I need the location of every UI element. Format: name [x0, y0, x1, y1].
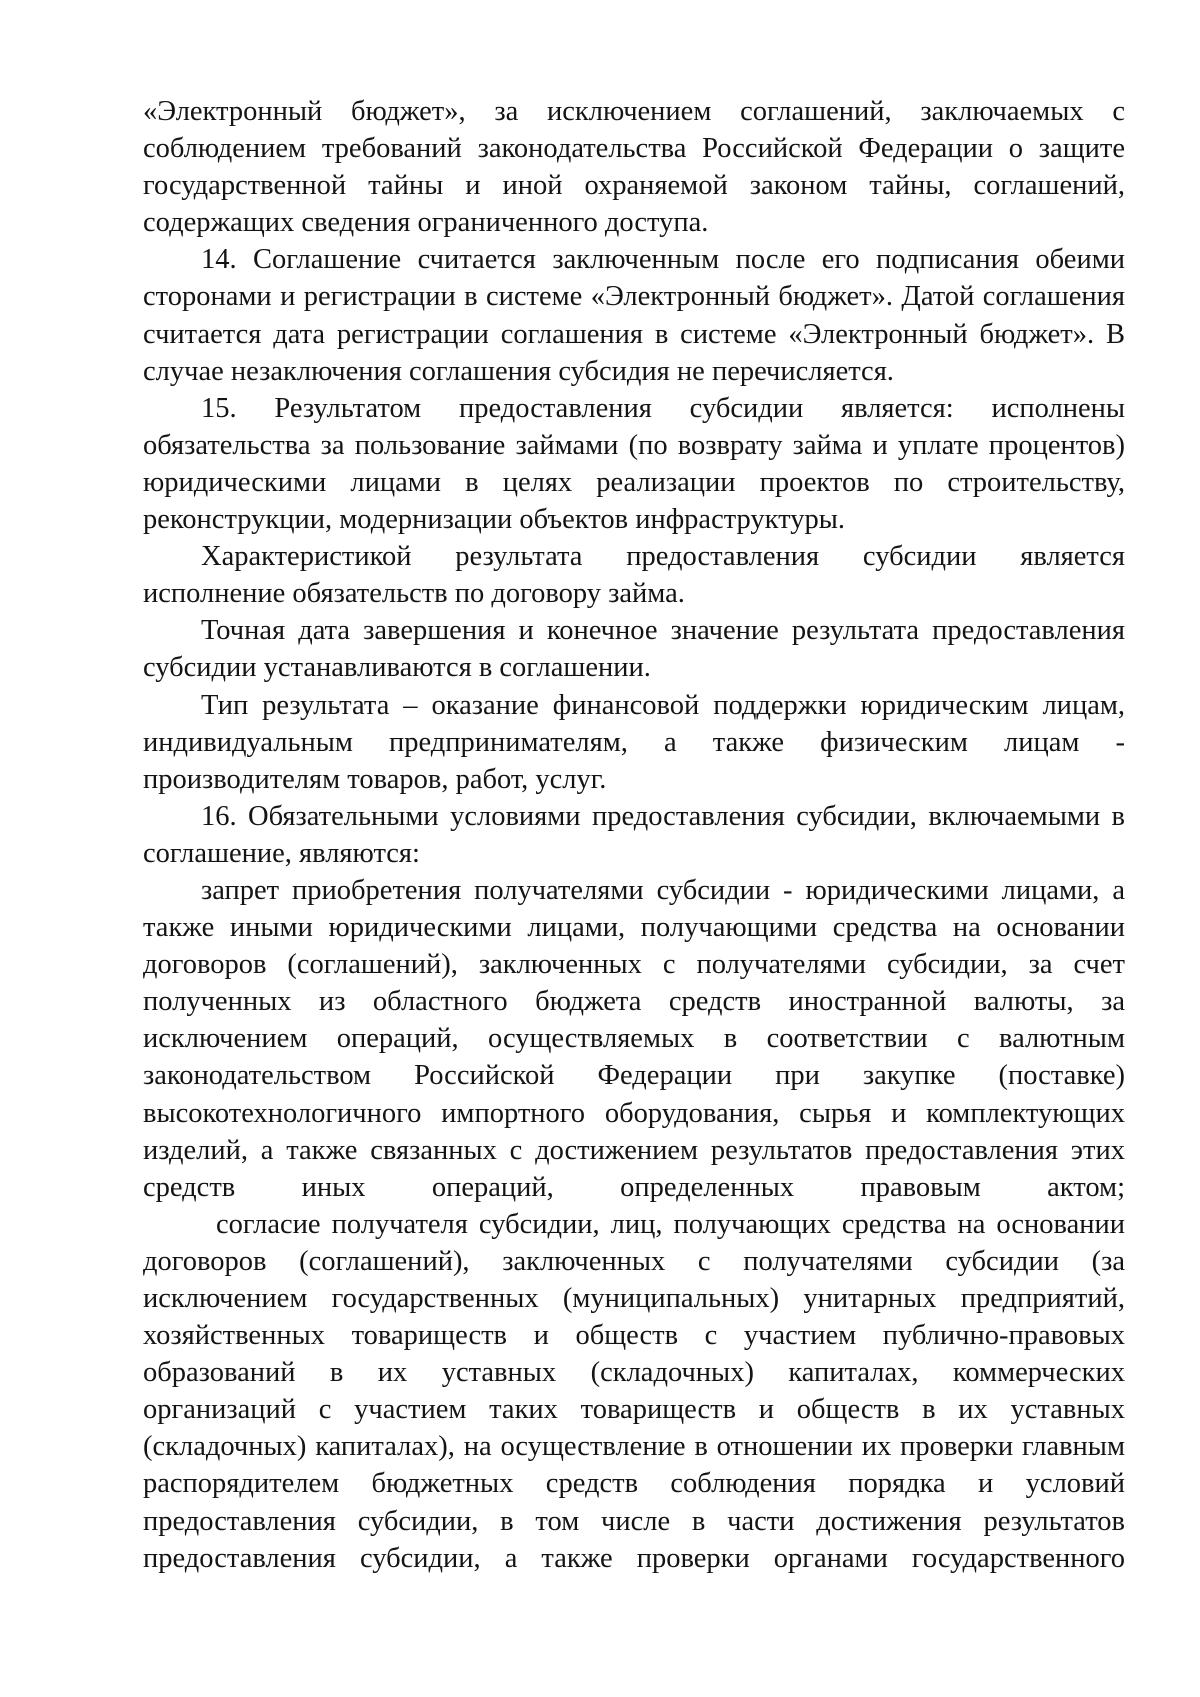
- text-line: договоров (соглашений), заключенных с получателями субсидии, за счет: [143, 949, 1125, 981]
- text-line: содержащих сведения ограниченного доступа.: [143, 207, 709, 239]
- text-line: исполнение обязательств по договору займа.: [143, 578, 685, 610]
- text-line: предоставления субсидии, в том числе в части достижения результатов: [143, 1505, 1125, 1537]
- text-line: запрет приобретения получателями субсидии - юридическими лицами, а: [201, 874, 1125, 906]
- text-line: реконструкции, модернизации объектов инфраструктуры.: [143, 504, 845, 536]
- text-line: Тип результата – оказание финансовой поддержки юридическим лицам,: [201, 689, 1125, 721]
- text-line: «Электронный бюджет», за исключением соглашений, заключаемых с: [143, 96, 1125, 127]
- text-line: хозяйственных товариществ и обществ с участием публично-правовых: [143, 1320, 1125, 1352]
- text-line: полученных из областного бюджета средств иностранной валюты, за: [143, 986, 1125, 1018]
- text-line: образований в их уставных (складочных) капиталах, коммерческих: [143, 1357, 1125, 1389]
- text-line: также иными юридическими лицами, получающими средства на основании: [143, 912, 1125, 944]
- text-line: законодательством Российской Федерации при закупке (поставке): [143, 1060, 1125, 1092]
- text-line: распорядителем бюджетных средств соблюдения порядка и условий: [143, 1468, 1125, 1500]
- text-line: исключением операций, осуществляемых в соответствии с валютным: [143, 1023, 1125, 1055]
- text-line: соблюдением требований законодательства Российской Федерации о защите: [143, 133, 1125, 165]
- text-line: государственной тайны и иной охраняемой законом тайны, соглашений,: [143, 170, 1125, 202]
- text-line: юридическими лицами в целях реализации проектов по строительству,: [143, 466, 1125, 498]
- text-line: организаций с участием таких товариществ и обществ в их уставных: [143, 1394, 1125, 1426]
- text-line: предоставления субсидии, а также проверки органами государственного: [143, 1542, 1125, 1574]
- text-line: обязательства за пользование займами (по возврату займа и уплате процентов): [143, 429, 1125, 461]
- text-line: высокотехнологичного импортного оборудования, сырья и комплектующих: [143, 1097, 1125, 1129]
- text-line: считается дата регистрации соглашения в системе «Электронный бюджет». В: [143, 318, 1125, 350]
- text-line: индивидуальным предпринимателям, а также физическим лицам -: [143, 726, 1125, 758]
- text-line: сторонами и регистрации в системе «Электронный бюджет». Датой соглашения: [143, 281, 1125, 313]
- text-line: согласие получателя субсидии, лиц, получающих средства на основании: [216, 1208, 1125, 1240]
- text-line: (складочных) капиталах), на осуществление в отношении их проверки главным: [143, 1431, 1125, 1463]
- text-line: производителям товаров, работ, услуг.: [143, 763, 607, 795]
- text-line: исключением государственных (муниципальных) унитарных предприятий,: [143, 1283, 1125, 1314]
- text-line: 14. Соглашение считается заключенным после его подписания обеими: [201, 244, 1125, 276]
- text-line: изделий, а также связанных с достижением результатов предоставления этих: [143, 1134, 1125, 1166]
- text-line: 16. Обязательными условиями предоставления субсидии, включаемыми в: [201, 800, 1125, 832]
- text-line: Точная дата завершения и конечное значение результата предоставления: [201, 615, 1125, 647]
- text-line: соглашение, являются:: [143, 837, 420, 869]
- text-line: договоров (соглашений), заключенных с получателями субсидии (за: [143, 1245, 1125, 1277]
- text-line: Характеристикой результата предоставления субсидии является: [201, 541, 1125, 573]
- document-body-text: [143, 93, 1125, 1577]
- text-line: 15. Результатом предоставления субсидии является: исполнены: [201, 392, 1125, 424]
- text-line: субсидии устанавливаются в соглашении.: [143, 652, 651, 684]
- text-line: случае незаключения соглашения субсидия не перечисляется.: [143, 355, 894, 387]
- text-line: средств иных операций, определенных правовым актом;: [143, 1171, 1125, 1203]
